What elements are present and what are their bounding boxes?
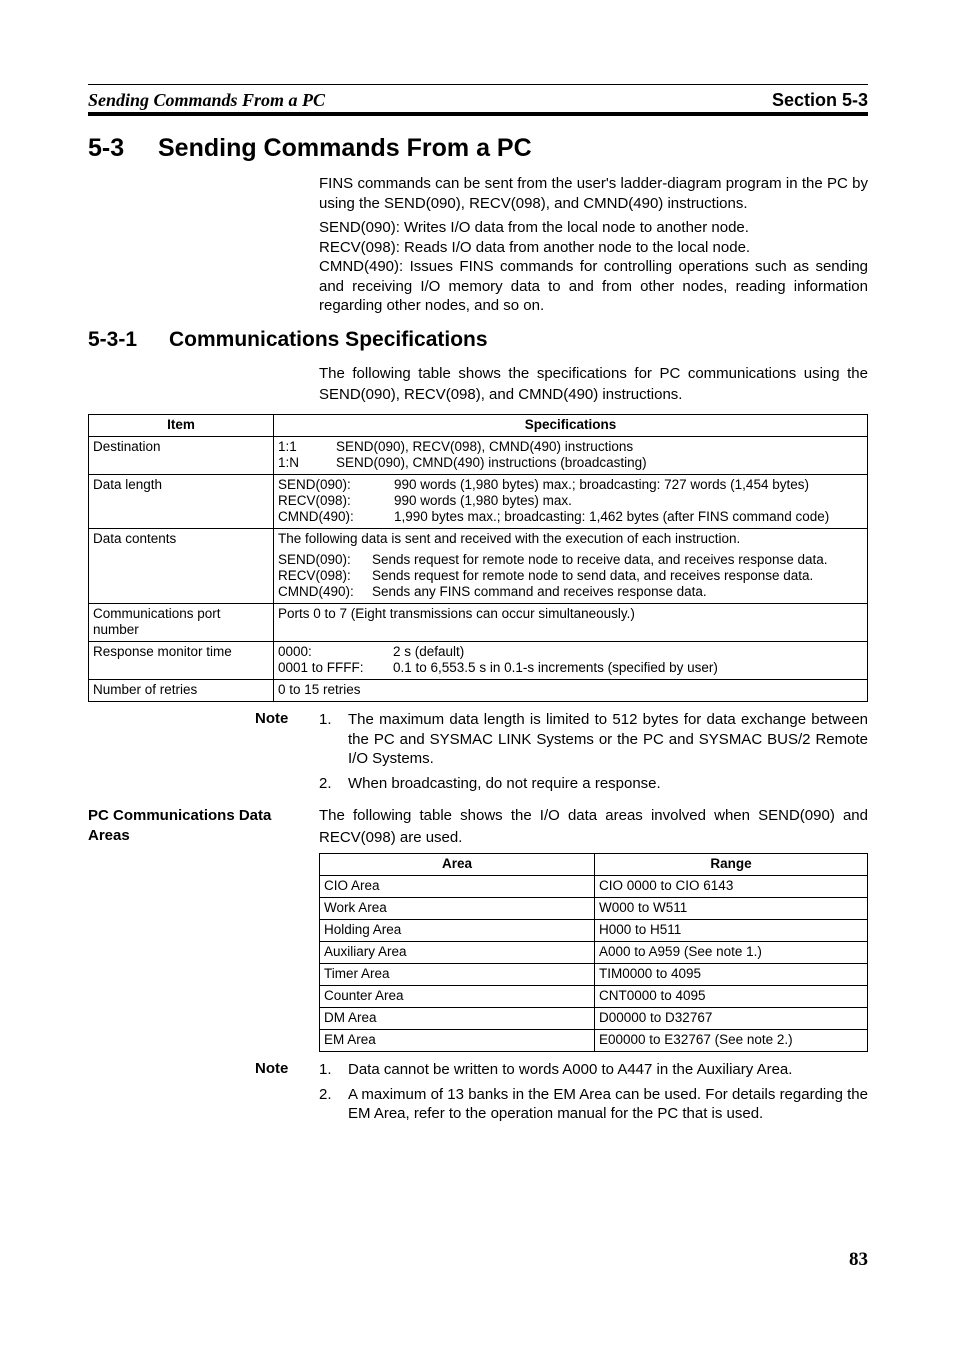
column-header-item: Item <box>89 415 274 437</box>
table-row <box>320 1030 868 1052</box>
table-row <box>89 475 868 529</box>
table-header-row <box>89 415 868 437</box>
note-list <box>319 710 868 798</box>
spec-key: 0001 to FFFF: <box>278 660 364 675</box>
area-cell: CIO Area <box>320 876 595 898</box>
spec-value: Sends request for remote node to receive data, and receives response data. <box>372 552 828 567</box>
table-row <box>89 437 868 475</box>
destination-spec <box>274 437 868 475</box>
subsection-number: 5-3-1 <box>88 328 138 351</box>
spec-key: CMND(490): <box>278 584 354 599</box>
data-contents-spec <box>274 529 868 604</box>
spec-key: RECV(098): <box>278 493 351 508</box>
spec-key: 1:1 <box>278 439 297 454</box>
spec-key: SEND(090): <box>278 477 351 492</box>
row-label-data-length: Data length <box>89 475 274 529</box>
comm-port-spec: Ports 0 to 7 (Eight transmissions can occur simultaneously.) <box>274 604 868 642</box>
table-row <box>89 642 868 680</box>
range-cell: TIM0000 to 4095 <box>595 964 868 986</box>
retries-spec: 0 to 15 retries <box>274 680 868 702</box>
table-row <box>320 986 868 1008</box>
table-row <box>320 876 868 898</box>
table-row <box>320 898 868 920</box>
range-cell: CIO 0000 to CIO 6143 <box>595 876 868 898</box>
area-cell: Counter Area <box>320 986 595 1008</box>
spec-value: Sends request for remote node to send data, and receives response data. <box>372 568 814 583</box>
spec-value: 990 words (1,980 bytes) max.; broadcasting: 727 words (1,454 bytes) <box>394 477 809 492</box>
row-label-comm-port: Communications port number <box>89 604 274 642</box>
note-item <box>319 1060 868 1080</box>
range-cell: E00000 to E32767 (See note 2.) <box>595 1030 868 1052</box>
spec-key: SEND(090): <box>278 552 351 567</box>
area-cell: Holding Area <box>320 920 595 942</box>
note-item <box>319 710 868 769</box>
running-header-title: Sending Commands From a PC <box>88 90 326 110</box>
note-item <box>319 1085 868 1124</box>
row-label-retries: Number of retries <box>89 680 274 702</box>
row-label-destination: Destination <box>89 437 274 475</box>
spec-key: 0000: <box>278 644 312 659</box>
row-label-response-monitor: Response monitor time <box>89 642 274 680</box>
note-label: Note <box>255 1060 289 1077</box>
note-text: When broadcasting, do not require a response. <box>348 774 661 792</box>
range-cell: CNT0000 to 4095 <box>595 986 868 1008</box>
running-header-section: Section 5-3 <box>771 90 868 110</box>
range-cell: D00000 to D32767 <box>595 1008 868 1030</box>
note-text: The maximum data length is limited to 512 bytes for data exchange between the PC and SYSMAC LINK Systems or the PC and SYSMAC BUS/2 Remote I/O Systems. <box>348 711 868 767</box>
spec-value: 990 words (1,980 bytes) max. <box>394 493 572 508</box>
note-item <box>319 774 868 794</box>
data-contents-intro: The following data is sent and received with the execution of each instruction. <box>278 531 741 546</box>
subsection-heading <box>88 328 488 352</box>
table-row <box>320 942 868 964</box>
note-number: 1. <box>319 1061 332 1078</box>
cmnd-description: CMND(490): Issues FINS commands for controlling operations such as sending and receiving I/O memory data to and from other nodes, reading information regarding other nodes, and so on. <box>319 258 868 314</box>
area-cell: Timer Area <box>320 964 595 986</box>
spec-key: 1:N <box>278 455 300 470</box>
table-row <box>89 529 868 604</box>
section-heading <box>88 134 532 163</box>
data-length-spec <box>274 475 868 529</box>
response-monitor-spec <box>274 642 868 680</box>
table-row <box>89 680 868 702</box>
table-header-row <box>320 854 868 876</box>
column-header-specifications: Specifications <box>274 415 868 437</box>
spec-value: 1,990 bytes max.; broadcasting: 1,462 bytes (after FINS command code) <box>394 509 830 524</box>
column-header-area: Area <box>320 854 595 876</box>
row-label-data-contents: Data contents <box>89 529 274 604</box>
data-areas-intro: The following table shows the I/O data areas involved when SEND(090) and RECV(098) are used. <box>319 807 868 846</box>
section-number: 5-3 <box>88 134 125 162</box>
header-bottom-rule <box>88 112 868 116</box>
section-intro-block <box>319 174 868 316</box>
page-number: 83 <box>849 1249 868 1270</box>
area-cell: EM Area <box>320 1030 595 1052</box>
table-row <box>89 604 868 642</box>
section-intro: FINS commands can be sent from the user's ladder-diagram program in the PC by using the SEND(090), RECV(098), and CMND(490) instructions. <box>319 175 868 212</box>
subsection-intro: The following table shows the specifications for PC communications using the SEND(090), RECV(098), and CMND(490) instructions. <box>319 365 868 403</box>
note-number: 2. <box>319 1085 332 1103</box>
table-row <box>320 1008 868 1030</box>
spec-value: 2 s (default) <box>393 644 465 659</box>
specifications-table <box>88 414 868 702</box>
column-header-range: Range <box>595 854 868 876</box>
range-cell: H000 to H511 <box>595 920 868 942</box>
side-heading-data-areas: PC Communications Data Areas <box>88 807 272 844</box>
note-list <box>319 1060 868 1129</box>
range-cell: W000 to W511 <box>595 898 868 920</box>
spec-key: RECV(098): <box>278 568 351 583</box>
spec-value: SEND(090), CMND(490) instructions (broadcasting) <box>336 455 647 470</box>
data-areas-table <box>319 853 868 1052</box>
note-number: 1. <box>319 711 332 728</box>
recv-description: RECV(098): Reads I/O data from another node to the local node. <box>319 238 751 256</box>
send-description: SEND(090): Writes I/O data from the local node to another node. <box>319 219 749 236</box>
spec-value: Sends any FINS command and receives response data. <box>372 584 707 599</box>
table-row <box>320 920 868 942</box>
spec-value: 0.1 to 6,553.5 s in 0.1-s increments (specified by user) <box>393 660 718 675</box>
spec-value: SEND(090), RECV(098), CMND(490) instructions <box>336 439 634 454</box>
note-text: Data cannot be written to words A000 to A447 in the Auxiliary Area. <box>348 1061 793 1078</box>
subsection-title: Communications Specifications <box>169 328 488 351</box>
area-cell: Work Area <box>320 898 595 920</box>
table-row <box>320 964 868 986</box>
note-text: A maximum of 13 banks in the EM Area can be used. For details regarding the EM Area, refer to the operation manual for the PC that is used. <box>348 1085 868 1122</box>
header-top-rule <box>88 84 868 85</box>
note-number: 2. <box>319 774 332 792</box>
spec-key: CMND(490): <box>278 509 354 524</box>
section-title: Sending Commands From a PC <box>158 134 532 162</box>
area-cell: DM Area <box>320 1008 595 1030</box>
note-label: Note <box>255 710 289 727</box>
area-cell: Auxiliary Area <box>320 942 595 964</box>
range-cell: A000 to A959 (See note 1.) <box>595 942 868 964</box>
